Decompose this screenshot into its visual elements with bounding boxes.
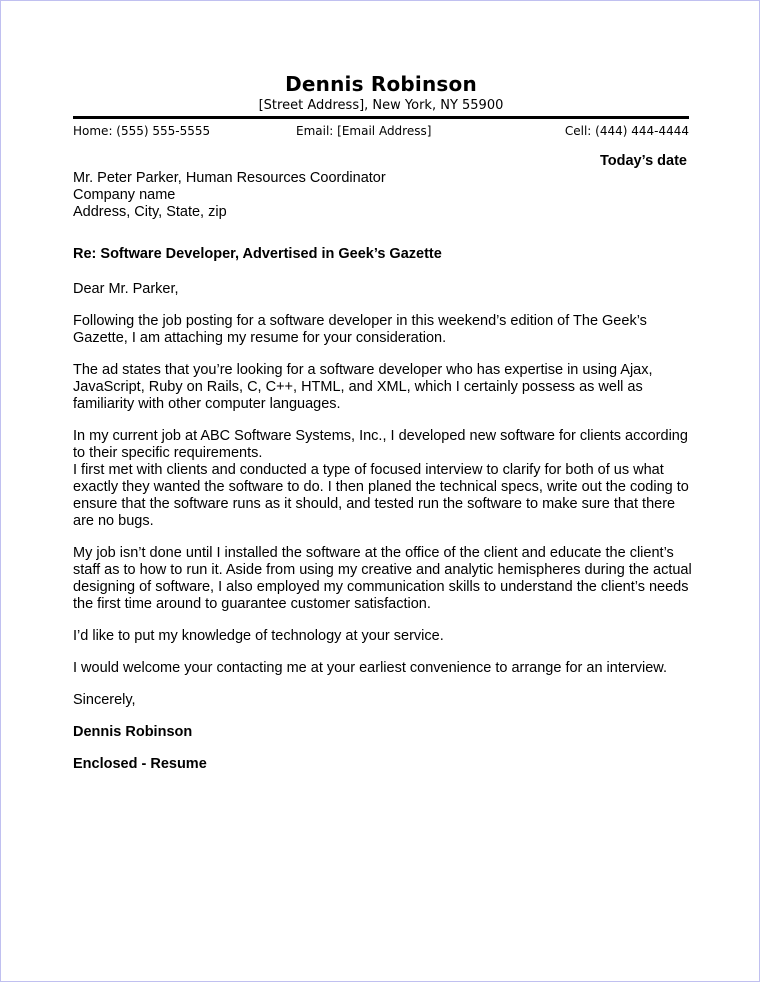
paragraph: My job isn’t done until I installed the software at the office of the client and educate the client’s staff as to how to run it. Aside from using my creative and analytic hemispheres during the actual designing of software, I also employed my communication skills to understand the client’s needs the first time around to guarantee customer satisfaction. [73, 545, 692, 612]
letter-date: Today’s date [599, 153, 687, 169]
cell-phone: Cell: (444) 444-4444 [564, 124, 689, 138]
paragraph: Following the job posting for a software developer in this weekend’s edition of The Geek’s Gazette, I am attaching my resume for your consideration. [73, 313, 647, 346]
recipient-line: Mr. Peter Parker, Human Resources Coordinator [73, 170, 386, 186]
enclosure-note: Enclosed - Resume [73, 756, 207, 772]
paragraph: I’d like to put my knowledge of technology at your service. [73, 628, 444, 644]
contact-row [73, 122, 689, 140]
closing: Sincerely, [73, 692, 136, 708]
paragraph: In my current job at ABC Software Systems, Inc., I developed new software for clients according to their specific requirements. [73, 428, 688, 461]
paragraph: The ad states that you’re looking for a software developer who has expertise in using Ajax, JavaScript, Ruby on Rails, C, C++, HTML, and XML, which I certainly possess as well as familiarity with other computer languages. [73, 362, 653, 412]
home-phone: Home: (555) 555-5555 [73, 124, 211, 138]
sender-address: [Street Address], New York, NY 55900 [258, 98, 504, 113]
letter-header [73, 71, 689, 114]
sender-name: Dennis Robinson [285, 72, 477, 96]
subject-line: Re: Software Developer, Advertised in Geek’s Gazette [73, 246, 442, 262]
salutation: Dear Mr. Parker, [73, 281, 179, 297]
recipient-line: Company name [73, 187, 176, 203]
email-address: Email: [Email Address] [296, 124, 432, 138]
signature: Dennis Robinson [73, 724, 193, 740]
paragraph: I first met with clients and conducted a type of focused interview to clarify for both of us what exactly they wanted the software to do. I then planed the technical specs, write out the coding to ensure that the software runs as it should, and tested run the software to make sure that there are no bugs. [73, 462, 689, 529]
paragraph: I would welcome your contacting me at your earliest convenience to arrange for an interview. [73, 660, 668, 676]
header-divider [73, 116, 689, 119]
recipient-block [73, 170, 693, 221]
recipient-line: Address, City, State, zip [73, 204, 227, 220]
